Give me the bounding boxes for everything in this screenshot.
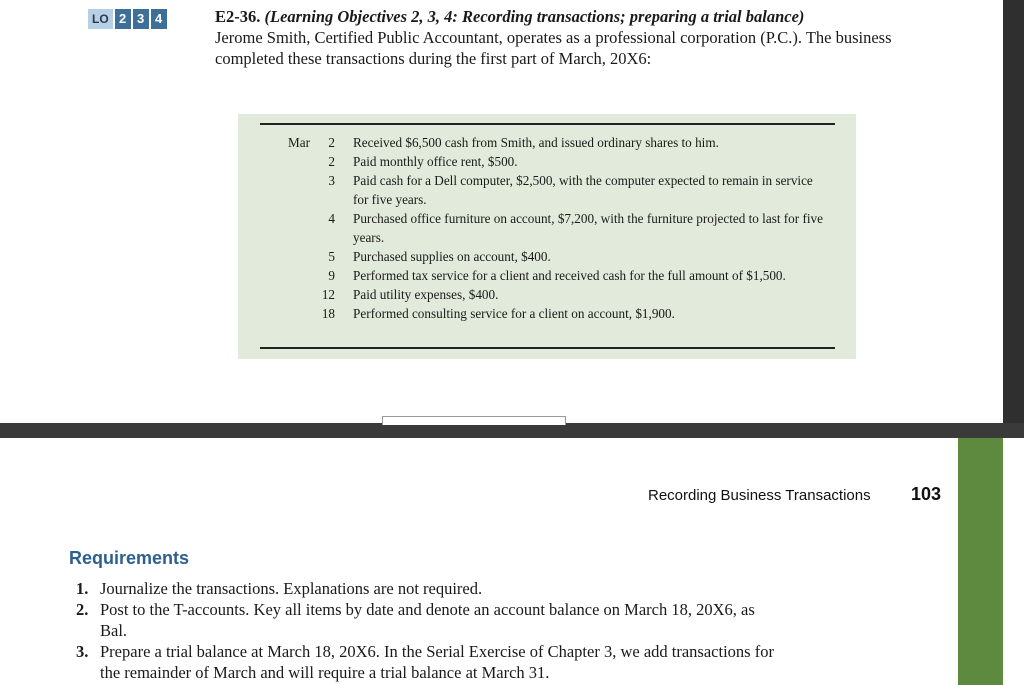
transaction-month — [288, 266, 315, 285]
lo-badge-4: 4 — [151, 9, 167, 29]
exercise-header — [215, 6, 915, 69]
viewer-edge-bottom — [1003, 438, 1024, 685]
requirement-number: 2. — [76, 600, 89, 619]
transaction-row — [288, 152, 828, 171]
running-head: Recording Business Transactions — [648, 487, 871, 504]
transaction-description: Performed consulting service for a client on account, $1,900. — [353, 306, 675, 321]
page-break-tab — [382, 416, 566, 425]
transaction-day: 12 — [321, 287, 335, 302]
requirements-heading: Requirements — [69, 548, 190, 568]
exercise-objectives: (Learning Objectives 2, 3, 4: Recording transactions; preparing a trial balance) — [264, 7, 805, 26]
transaction-row — [288, 209, 828, 247]
transaction-row — [288, 247, 828, 266]
lo-badge-3: 3 — [133, 9, 149, 29]
transaction-month: Mar — [288, 135, 310, 150]
transaction-month — [288, 247, 315, 266]
transaction-row — [288, 266, 828, 285]
transaction-row — [288, 304, 828, 323]
transaction-day: 2 — [328, 154, 335, 169]
transaction-day: 3 — [328, 173, 335, 188]
page-divider — [0, 423, 1024, 438]
lo-label: LO — [88, 9, 113, 29]
transaction-day: 4 — [328, 211, 335, 226]
requirement-number: 3. — [76, 642, 89, 661]
transaction-row — [288, 171, 828, 209]
transactions-box — [238, 114, 856, 359]
transaction-description: Purchased office furniture on account, $7,200, with the furniture projected to last for five years. — [353, 211, 823, 245]
page-number: 103 — [911, 484, 942, 504]
transaction-description: Purchased supplies on account, $400. — [353, 249, 551, 264]
transaction-description: Received $6,500 cash from Smith, and issued ordinary shares to him. — [353, 135, 719, 150]
transaction-day: 9 — [328, 268, 335, 283]
transaction-description: Paid monthly office rent, $500. — [353, 154, 518, 169]
top-rule — [260, 123, 835, 125]
transaction-description: Paid utility expenses, $400. — [353, 287, 499, 302]
transaction-description: Paid cash for a Dell computer, $2,500, with the computer expected to remain in service for five years. — [353, 173, 813, 207]
requirement-number: 1. — [76, 579, 89, 598]
transaction-month — [288, 171, 315, 209]
learning-objective-badges — [88, 9, 167, 29]
lo-badge-2: 2 — [115, 9, 131, 29]
requirement-text: Post to the T-accounts. Key all items by date and denote an account balance on March 18, 20X6, as Bal. — [100, 600, 755, 640]
transaction-month — [288, 285, 315, 304]
transaction-row — [288, 285, 828, 304]
bottom-rule — [260, 347, 835, 349]
requirement-item — [76, 599, 776, 641]
transaction-list — [288, 133, 828, 323]
requirement-text: Prepare a trial balance at March 18, 20X6. In the Serial Exercise of Chapter 3, we add transactions for the remainder of March and will require a trial balance at March 31. — [100, 642, 774, 682]
chapter-color-bar — [958, 438, 1003, 685]
transaction-row — [288, 133, 828, 152]
requirement-item — [76, 578, 776, 599]
exercise-number: E2-36. — [215, 7, 261, 26]
transaction-month — [288, 209, 315, 247]
transaction-day: 2 — [328, 135, 335, 150]
viewer-edge — [1003, 0, 1024, 423]
transaction-description: Performed tax service for a client and received cash for the full amount of $1,500. — [353, 268, 786, 283]
requirement-text: Journalize the transactions. Explanations are not required. — [100, 579, 483, 598]
transaction-day: 5 — [328, 249, 335, 264]
requirement-item — [76, 641, 776, 683]
exercise-intro: Jerome Smith, Certified Public Accountant, operates as a professional corporation (P.C.). The business completed these transactions during the first part of March, 20X6: — [215, 28, 892, 68]
transaction-day: 18 — [321, 306, 335, 321]
requirements-list — [76, 578, 776, 683]
transaction-month — [288, 152, 315, 171]
transaction-month — [288, 304, 315, 323]
